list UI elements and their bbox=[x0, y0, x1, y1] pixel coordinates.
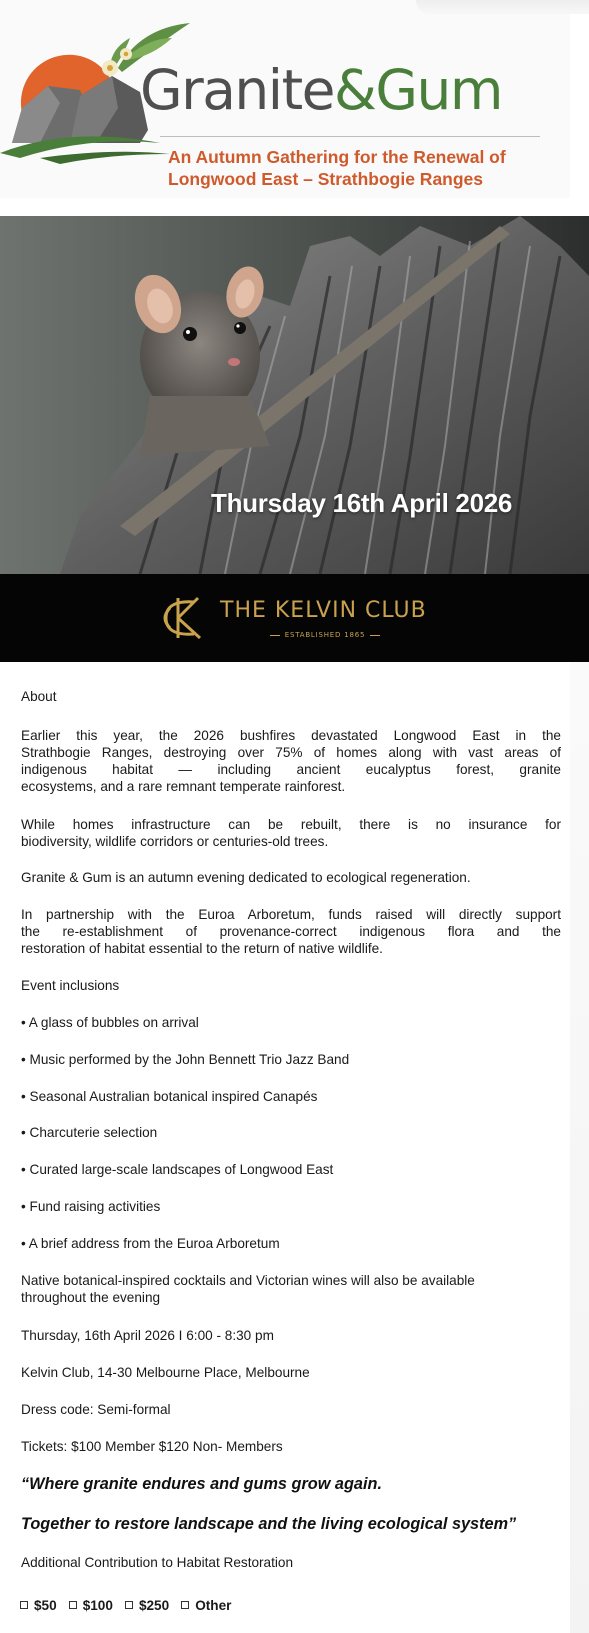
subtitle-line: Longwood East – Strathbogie Ranges bbox=[168, 169, 484, 189]
paragraph-line: Earlier this year, the 2026 bushfires devastated Longwood East in the bbox=[21, 728, 561, 743]
option-label: Other bbox=[195, 1597, 232, 1613]
paragraph-line: While homes infrastructure can be rebuilt, there is no insurance for bbox=[21, 817, 561, 832]
divider-line bbox=[270, 635, 280, 636]
brand-title-ampersand: & bbox=[333, 58, 376, 122]
venue-established bbox=[270, 629, 380, 641]
paragraph-line: restoration of habitat essential to the return of native wildlife. bbox=[21, 941, 383, 956]
contribution-option-250[interactable] bbox=[125, 1598, 169, 1613]
hero-photo bbox=[0, 216, 589, 574]
brand-title-granite: Granite bbox=[140, 58, 334, 122]
contribution-options bbox=[20, 1595, 243, 1615]
contribution-option-100[interactable] bbox=[69, 1598, 113, 1613]
paragraph-line: indigenous habitat — including ancient eucalyptus forest, granite bbox=[21, 762, 561, 777]
drinks-note bbox=[21, 1272, 561, 1306]
brand-subtitle bbox=[168, 146, 558, 190]
inclusion-item: • Seasonal Australian botanical inspired Canapés bbox=[21, 1089, 318, 1104]
paragraph-line: ecosystems, and a rare remnant temperate rainforest. bbox=[21, 779, 346, 794]
venue-name: THE KELVIN CLUB bbox=[220, 598, 427, 623]
paragraph-line: Strathbogie Ranges, destroying over 75% of homes along with vast areas of bbox=[21, 745, 561, 760]
checkbox[interactable] bbox=[125, 1601, 133, 1609]
inclusion-item: • A brief address from the Euroa Arboretum bbox=[21, 1236, 280, 1251]
event-location: Kelvin Club, 14-30 Melbourne Place, Melbourne bbox=[21, 1365, 310, 1380]
inclusion-item: • Fund raising activities bbox=[21, 1199, 161, 1214]
inclusion-item: • Charcuterie selection bbox=[21, 1125, 158, 1140]
about-paragraph-3: Granite & Gum is an autumn evening dedicated to ecological regeneration. bbox=[21, 870, 471, 885]
brand-divider bbox=[160, 136, 540, 137]
option-label: $250 bbox=[138, 1597, 170, 1613]
quote-line: Together to restore landscape and the living ecological system” bbox=[21, 1515, 517, 1533]
kc-monogram-icon bbox=[156, 592, 208, 644]
checkbox[interactable] bbox=[20, 1601, 28, 1609]
option-label: $100 bbox=[82, 1597, 113, 1613]
event-datetime: Thursday, 16th April 2026 I 6:00 - 8:30 pm bbox=[21, 1328, 274, 1343]
subtitle-line: An Autumn Gathering for the Renewal of bbox=[168, 147, 506, 167]
inclusions-heading: Event inclusions bbox=[21, 978, 120, 993]
option-label: $50 bbox=[34, 1597, 57, 1613]
drinks-line: Native botanical-inspired cocktails and Victorian wines will also be available bbox=[21, 1273, 475, 1288]
quote-line: “Where granite endures and gums grow again. bbox=[21, 1475, 382, 1493]
brand-title bbox=[140, 60, 502, 120]
paragraph-line: the re-establishment of provenance-correct indigenous flora and the bbox=[21, 924, 561, 939]
checkbox[interactable] bbox=[69, 1601, 77, 1609]
dress-code: Dress code: Semi-formal bbox=[21, 1402, 171, 1417]
contribution-heading: Additional Contribution to Habitat Restoration bbox=[21, 1555, 294, 1570]
contribution-option-other[interactable] bbox=[181, 1598, 231, 1613]
drinks-line: throughout the evening bbox=[21, 1290, 161, 1305]
about-paragraph-2 bbox=[21, 816, 561, 850]
about-paragraph-4 bbox=[21, 906, 561, 957]
page-edge-shadow bbox=[416, 0, 589, 14]
venue-logo-bar bbox=[0, 574, 589, 662]
hero-date-overlay: Thursday 16th April 2026 bbox=[211, 488, 513, 518]
contribution-option-50[interactable] bbox=[20, 1598, 57, 1613]
inclusion-item: • A glass of bubbles on arrival bbox=[21, 1015, 199, 1030]
event-banner bbox=[0, 0, 570, 198]
about-paragraph-1 bbox=[21, 727, 561, 795]
checkbox[interactable] bbox=[181, 1601, 189, 1609]
paragraph-line: In partnership with the Euroa Arboretum, funds raised will directly support bbox=[21, 907, 561, 922]
inclusion-item: • Music performed by the John Bennett Trio Jazz Band bbox=[21, 1052, 350, 1067]
divider-line bbox=[370, 635, 380, 636]
about-heading: About bbox=[21, 689, 57, 704]
page-edge-gutter bbox=[570, 662, 589, 1633]
brand-title-gum: Gum bbox=[375, 58, 502, 122]
paragraph-line: biodiversity, wildlife corridors or centuries-old trees. bbox=[21, 834, 329, 849]
inclusion-item: • Curated large-scale landscapes of Longwood East bbox=[21, 1162, 334, 1177]
established-text: ESTABLISHED 1865 bbox=[284, 631, 366, 639]
antechinus-photo-icon bbox=[0, 216, 589, 574]
ticket-prices: Tickets: $100 Member $120 Non- Members bbox=[21, 1439, 283, 1454]
